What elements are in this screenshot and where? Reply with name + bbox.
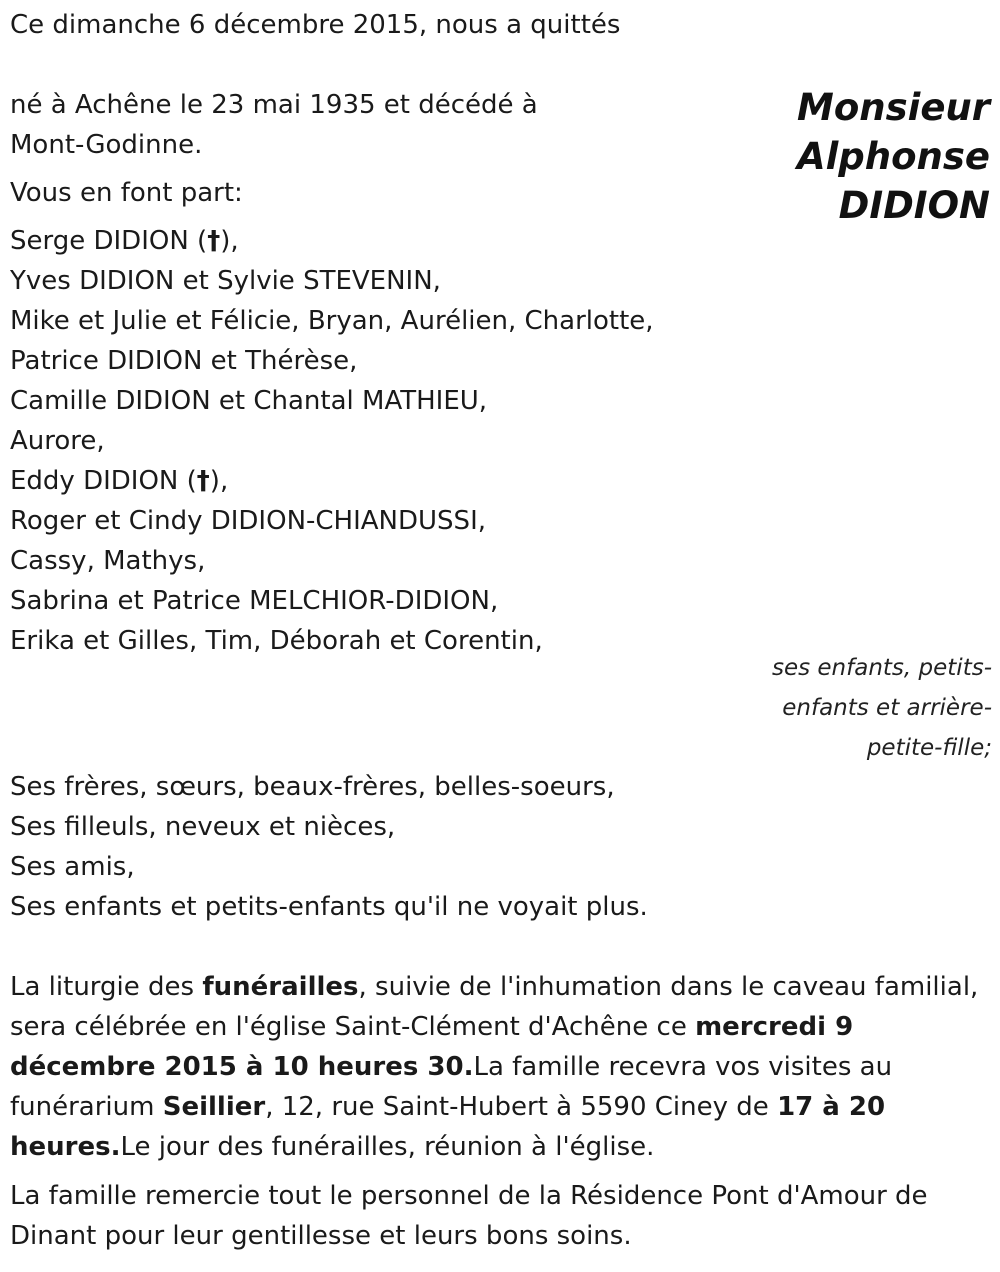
family-line: Camille DIDION et Chantal MATHIEU, [10, 386, 488, 416]
family-line: Serge DIDION (†), [10, 226, 239, 256]
relation-caption [772, 648, 992, 768]
family-line: Eddy DIDION (†), [10, 466, 229, 496]
family-line: Erika et Gilles, Tim, Déborah et Corentin, [10, 626, 543, 656]
others-line: Ses frères, sœurs, beaux-frères, belles-soeurs, [10, 772, 615, 802]
bold-text: funérailles [202, 972, 359, 1002]
cross-icon: † [196, 466, 210, 496]
family-line: Cassy, Mathys, [10, 546, 206, 576]
others-line: Ses amis, [10, 852, 135, 882]
deceased-last-name: DIDION [838, 184, 990, 227]
relation-line: petite-fille; [866, 735, 992, 761]
funeral-details: La liturgie des funérailles, suivie de l'inhumation dans le caveau familial, sera célébrée en l'église Saint-Clément d'Achêne ce mercredi 9 décembre 2015 à 10 heures 30.La famille recevra vos visites au funérarium Seillier, 12, rue Saint-Hubert à 5590 Ciney de 17 à 20 heures.Le jour des funérailles, réunion à l'église. [10, 972, 979, 1162]
birth-death-line-2: Mont-Godinne. [10, 130, 203, 160]
bold-hours: 17 à 20 heures. [10, 1092, 886, 1162]
deceased-title: Monsieur [797, 86, 990, 129]
relation-line: enfants et arrière- [782, 695, 992, 721]
family-line: Sabrina et Patrice MELCHIOR-DIDION, [10, 586, 499, 616]
intro-text: Ce dimanche 6 décembre 2015, nous a quittés [10, 10, 621, 40]
others-line: Ses enfants et petits-enfants qu'il ne voyait plus. [10, 892, 648, 922]
family-line: Patrice DIDION et Thérèse, [10, 346, 358, 376]
announce-text: Vous en font part: [10, 178, 243, 208]
others-line: Ses filleuls, neveux et nièces, [10, 812, 396, 842]
others-list [10, 767, 648, 927]
thanks-text: La famille remercie tout le personnel de la Résidence Pont d'Amour de Dinant pour leur gentillesse et leurs bons soins. [10, 1181, 928, 1251]
deceased-name [797, 83, 990, 230]
family-line: Aurore, [10, 426, 105, 456]
birth-death-line-1: né à Achêne le 23 mai 1935 et décédé à [10, 90, 538, 120]
bold-funeral-home: Seillier [162, 1092, 266, 1122]
deceased-first-name: Alphonse [796, 135, 990, 178]
family-line: Yves DIDION et Sylvie STEVENIN, [10, 266, 441, 296]
family-line: Mike et Julie et Félicie, Bryan, Aurélien, Charlotte, [10, 306, 654, 336]
family-list [10, 221, 670, 661]
family-line: Roger et Cindy DIDION-CHIANDUSSI, [10, 506, 486, 536]
cross-icon: † [207, 226, 221, 256]
relation-line: ses enfants, petits- [771, 655, 992, 681]
family-block [10, 85, 670, 661]
bold-date: mercredi 9 décembre 2015 à 10 heures 30. [10, 1012, 854, 1082]
